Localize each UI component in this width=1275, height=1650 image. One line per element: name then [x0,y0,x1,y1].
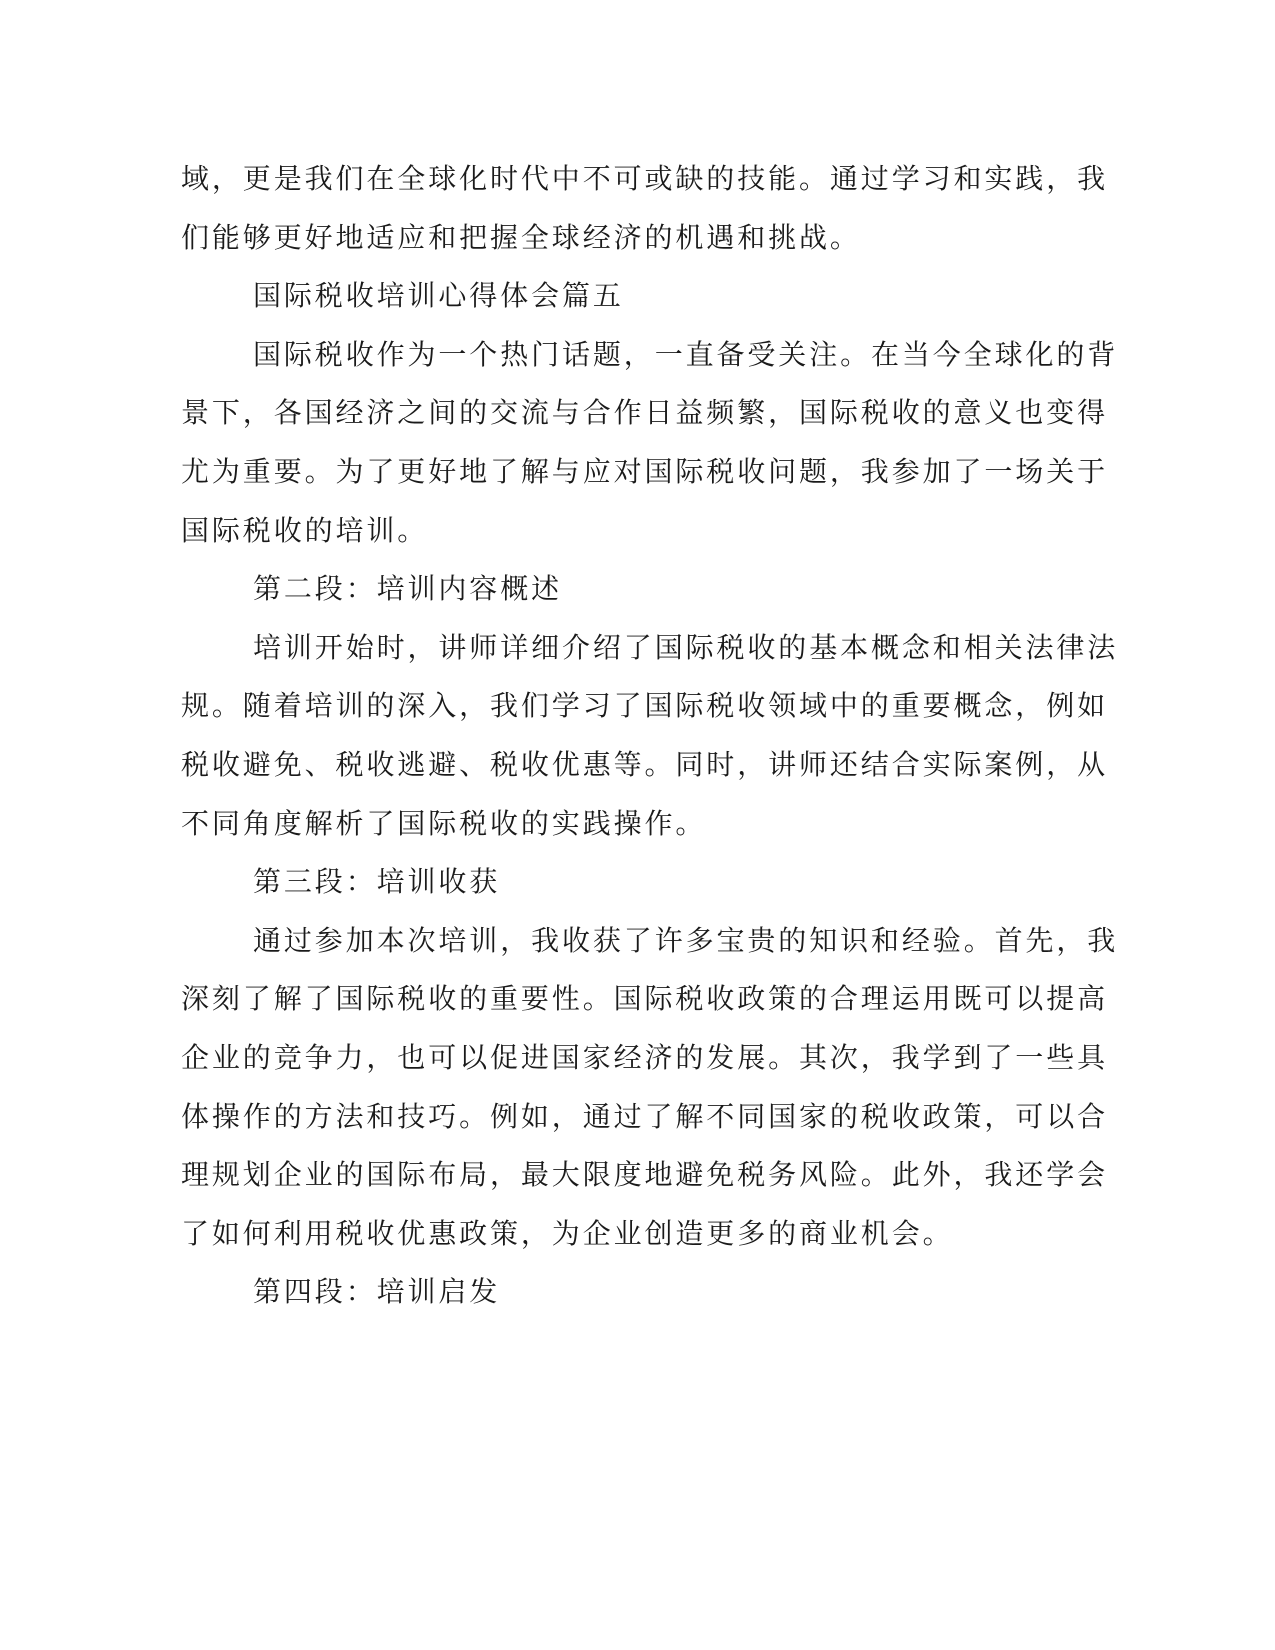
text-line: 体操作的方法和技巧。例如，通过了解不同国家的税收政策，可以合 [181,1099,1109,1133]
text-line: 尤为重要。为了更好地了解与应对国际税收问题，我参加了一场关于 [181,454,1109,488]
text-line: 域，更是我们在全球化时代中不可或缺的技能。通过学习和实践，我 [181,162,1109,195]
text-line: 不同角度解析了国际税收的实践操作。 [181,806,707,840]
text-line: 税收避免、税收逃避、税收优惠等。同时，讲师还结合实际案例，从 [181,747,1109,781]
text-line: 通过参加本次培训，我收获了许多宝贵的知识和经验。首先，我 [253,923,1119,957]
section-heading: 第四段：培训启发 [253,1275,501,1309]
text-line: 景下，各国经济之间的交流与合作日益频繁，国际税收的意义也变得 [181,396,1109,430]
section-heading: 第三段：培训收获 [253,865,501,899]
text-line: 国际税收的培训。 [181,513,429,547]
text-line: 们能够更好地适应和把握全球经济的机遇和挑战。 [181,220,861,254]
text-line: 规。随着培训的深入，我们学习了国际税收领域中的重要概念，例如 [181,689,1109,723]
text-line: 国际税收作为一个热门话题，一直备受关注。在当今全球化的背 [253,337,1119,371]
section-heading: 第二段：培训内容概述 [253,572,563,606]
document-body [181,150,1119,1322]
text-line: 培训开始时，讲师详细介绍了国际税收的基本概念和相关法律法 [253,630,1119,664]
section-title: 国际税收培训心得体会篇五 [253,279,624,313]
text-line: 理规划企业的国际布局，最大限度地避免税务风险。此外，我还学会 [181,1158,1109,1192]
text-line: 深刻了解了国际税收的重要性。国际税收政策的合理运用既可以提高 [181,982,1109,1016]
text-line: 企业的竞争力，也可以促进国家经济的发展。其次，我学到了一些具 [181,1040,1109,1074]
text-line: 了如何利用税收优惠政策，为企业创造更多的商业机会。 [181,1216,954,1250]
